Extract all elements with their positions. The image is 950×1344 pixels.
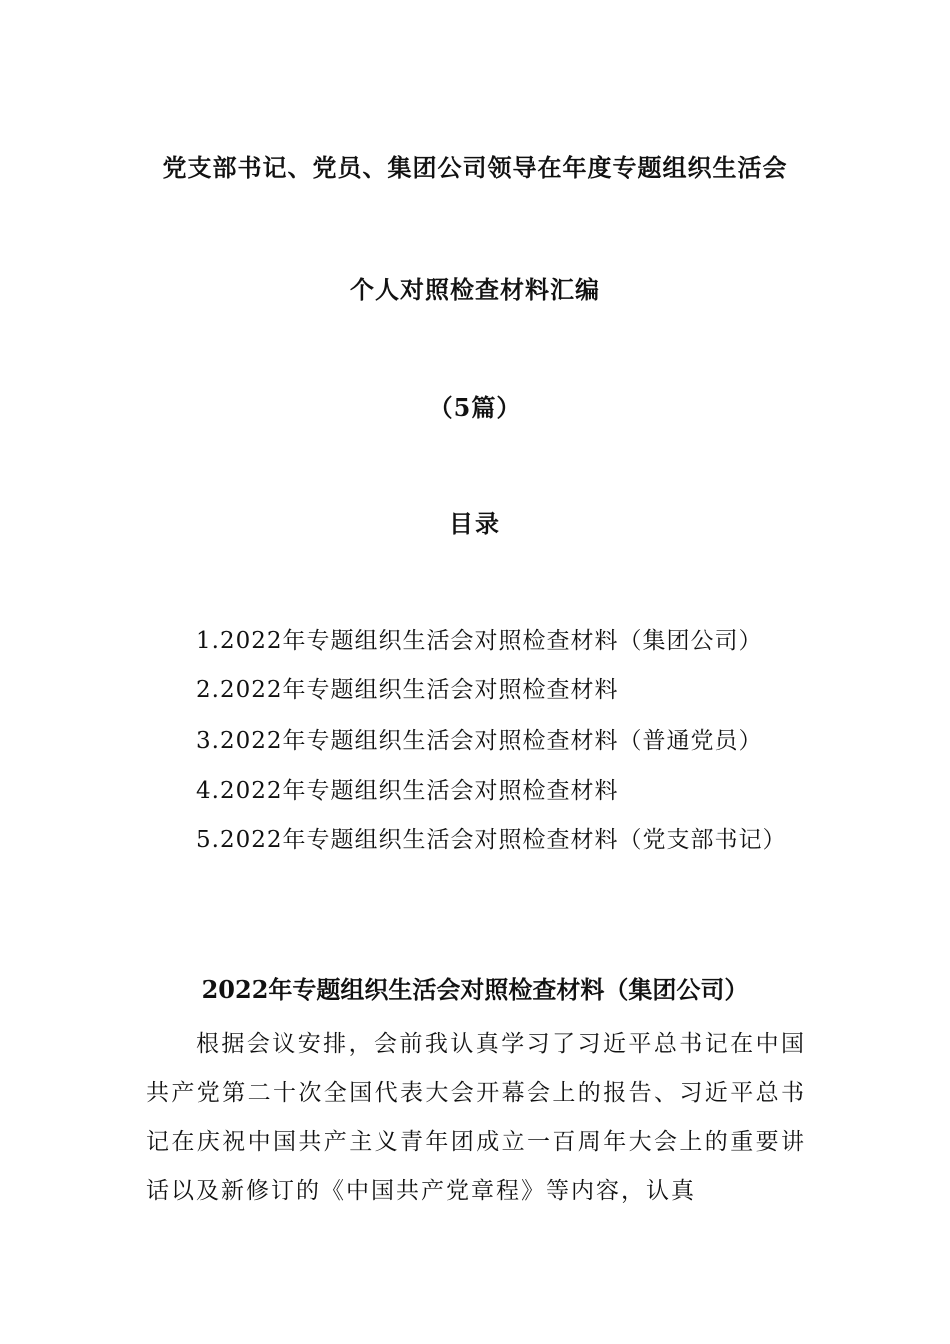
toc-item: 3.2022年专题组织生活会对照检查材料（普通党员） [196,728,763,754]
document-title-line-1: 党支部书记、党员、集团公司领导在年度专题组织生活会 [162,153,788,182]
article-count: （5篇） [428,393,522,422]
toc-item: 5.2022年专题组织生活会对照检查材料（党支部书记） [196,827,787,853]
body-paragraph: 根据会议安排，会前我认真学习了习近平总书记在中国共产党第二十次全国代表大会开幕会上的报告、习近平总书记在庆祝中国共产主义青年团成立一百周年大会上的重要讲话以及新修订的《中国共产党章程》等内容，认真 [146,1031,806,1204]
document-title-line-2: 个人对照检查材料汇编 [350,275,600,304]
toc-item: 1.2022年专题组织生活会对照检查材料（集团公司） [196,628,763,654]
toc-item: 2.2022年专题组织生活会对照检查材料 [196,677,619,703]
toc-heading: 目录 [449,509,501,538]
section-title: 2022年专题组织生活会对照检查材料（集团公司） [201,975,749,1004]
toc-item: 4.2022年专题组织生活会对照检查材料 [196,778,619,804]
